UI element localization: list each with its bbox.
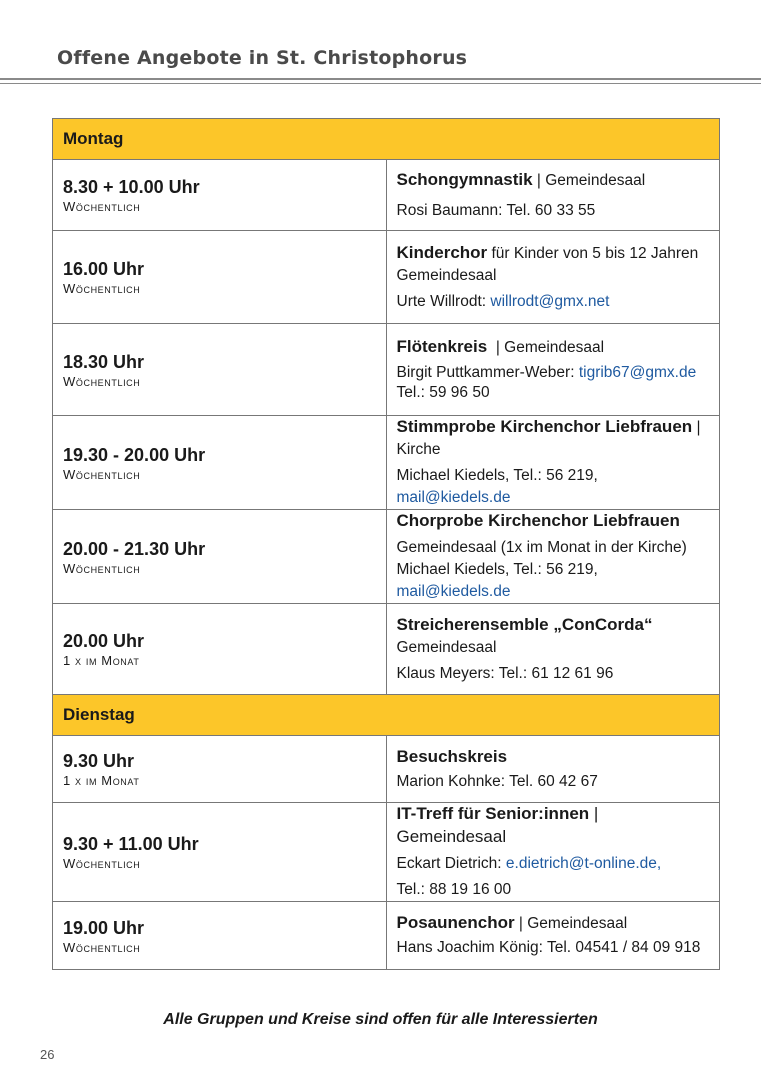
day-label: Dienstag	[53, 695, 720, 736]
time-label: 16.00 Uhr	[63, 259, 145, 279]
phone: Tel.: 59 96 50	[396, 384, 490, 401]
location: Gemeindesaal	[504, 339, 605, 356]
group-title: Kinderchor	[396, 242, 488, 262]
info-cell	[386, 510, 720, 604]
time-label: 19.00 Uhr	[63, 917, 145, 938]
contact: Rosi Baumann: Tel. 60 33 55	[396, 201, 596, 219]
table-row	[53, 416, 720, 510]
email-link[interactable]: tigrib67@gmx.de	[578, 364, 697, 381]
table-row	[53, 510, 720, 604]
time-cell	[53, 736, 387, 803]
info-cell	[386, 736, 720, 803]
group-title: Streicherensemble „ConCorda“	[396, 614, 653, 634]
contact-name: Eckart Dietrich:	[396, 855, 506, 872]
frequency-label: Wöchentlich	[63, 199, 141, 214]
day-header-row	[53, 119, 720, 160]
location: Gemeindesaal	[527, 915, 628, 932]
phone: Tel.: 88 19 16 00	[396, 881, 512, 898]
info-cell	[386, 416, 720, 510]
frequency-label: 1 x im Monat	[63, 653, 140, 668]
table-row	[53, 803, 720, 902]
time-cell	[53, 231, 387, 324]
info-cell	[386, 324, 720, 416]
time-label: 20.00 - 21.30 Uhr	[63, 538, 206, 559]
info-cell	[386, 902, 720, 970]
time-cell	[53, 324, 387, 416]
page-number: 26	[40, 1047, 55, 1062]
email-link[interactable]: mail@kiedels.de	[396, 489, 511, 506]
time-cell	[53, 604, 387, 695]
separator: |	[692, 419, 701, 436]
contact-name: Michael Kiedels, Tel.: 56 219,	[396, 561, 598, 578]
frequency-label: Wöchentlich	[63, 281, 141, 296]
time-cell	[53, 160, 387, 231]
time-cell	[53, 902, 387, 970]
separator: |	[514, 915, 528, 932]
location: Gemeindesaal	[545, 171, 646, 189]
time-label: 8.30 + 10.00 Uhr	[63, 177, 200, 197]
email-link[interactable]: mail@kiedels.de	[396, 583, 511, 600]
time-label: 20.00 Uhr	[63, 631, 145, 651]
location: Gemeindesaal (1x im Monat in der Kirche)	[396, 539, 687, 556]
table-row	[53, 604, 720, 695]
day-header-row	[53, 695, 720, 736]
info-cell	[386, 231, 720, 324]
table-row	[53, 736, 720, 803]
group-subtitle: für Kinder von 5 bis 12 Jahren	[487, 244, 699, 262]
group-title: Posaunenchor	[396, 913, 515, 932]
header-rule-thin	[0, 83, 761, 84]
schedule-table	[52, 118, 720, 970]
info-cell	[386, 160, 720, 231]
frequency-label: 1 x im Monat	[63, 773, 140, 788]
location: Gemeindesaal	[396, 638, 497, 656]
contact-name: Michael Kiedels, Tel.: 56 219,	[396, 467, 598, 484]
contact-name: Urte Willrodt:	[396, 292, 491, 310]
day-label: Montag	[53, 119, 720, 160]
location: Gemeindesaal	[396, 827, 507, 846]
header-rule	[0, 78, 761, 80]
group-title: Besuchskreis	[396, 746, 508, 766]
contact: Hans Joachim König: Tel. 04541 / 84 09 918	[396, 939, 701, 956]
location: Gemeindesaal	[396, 266, 497, 284]
group-title: Flötenkreis	[396, 337, 488, 356]
table-row	[53, 902, 720, 970]
table-row	[53, 160, 720, 231]
contact-name: Birgit Puttkammer-Weber:	[396, 364, 579, 381]
table-row	[53, 324, 720, 416]
footer-note: Alle Gruppen und Kreise sind offen für alle Interessierten	[163, 1011, 598, 1028]
group-title: Stimmprobe Kirchenchor Liebfrauen	[396, 417, 693, 436]
table-row	[53, 231, 720, 324]
time-label: 9.30 + 11.00 Uhr	[63, 834, 199, 854]
contact: Klaus Meyers: Tel.: 61 12 61 96	[396, 664, 614, 682]
email-link[interactable]: willrodt@gmx.net	[490, 292, 610, 310]
frequency-label: Wöchentlich	[63, 466, 141, 482]
contact: Marion Kohnke: Tel. 60 42 67	[396, 772, 598, 790]
frequency-label: Wöchentlich	[63, 560, 141, 576]
info-cell	[386, 604, 720, 695]
time-cell	[53, 416, 387, 510]
separator: |	[532, 171, 546, 189]
group-title: Schongymnastik	[396, 169, 533, 189]
time-cell	[53, 803, 387, 902]
frequency-label: Wöchentlich	[63, 373, 141, 389]
page-title: Offene Angebote in St. Christophorus	[57, 47, 468, 69]
time-label: 9.30 Uhr	[63, 751, 135, 771]
email-link[interactable]: e.dietrich@t-online.de,	[505, 855, 662, 872]
group-title: IT-Treff für Senior:innen	[396, 804, 590, 823]
frequency-label: Wöchentlich	[63, 856, 141, 871]
time-cell	[53, 510, 387, 604]
time-label: 19.30 - 20.00 Uhr	[63, 444, 206, 465]
info-cell	[386, 803, 720, 902]
group-title: Chorprobe Kirchenchor Liebfrauen	[396, 511, 680, 530]
separator: |	[589, 804, 599, 823]
separator: |	[487, 339, 505, 356]
location: Kirche	[396, 441, 441, 458]
frequency-label: Wöchentlich	[63, 939, 141, 955]
time-label: 18.30 Uhr	[63, 351, 145, 372]
